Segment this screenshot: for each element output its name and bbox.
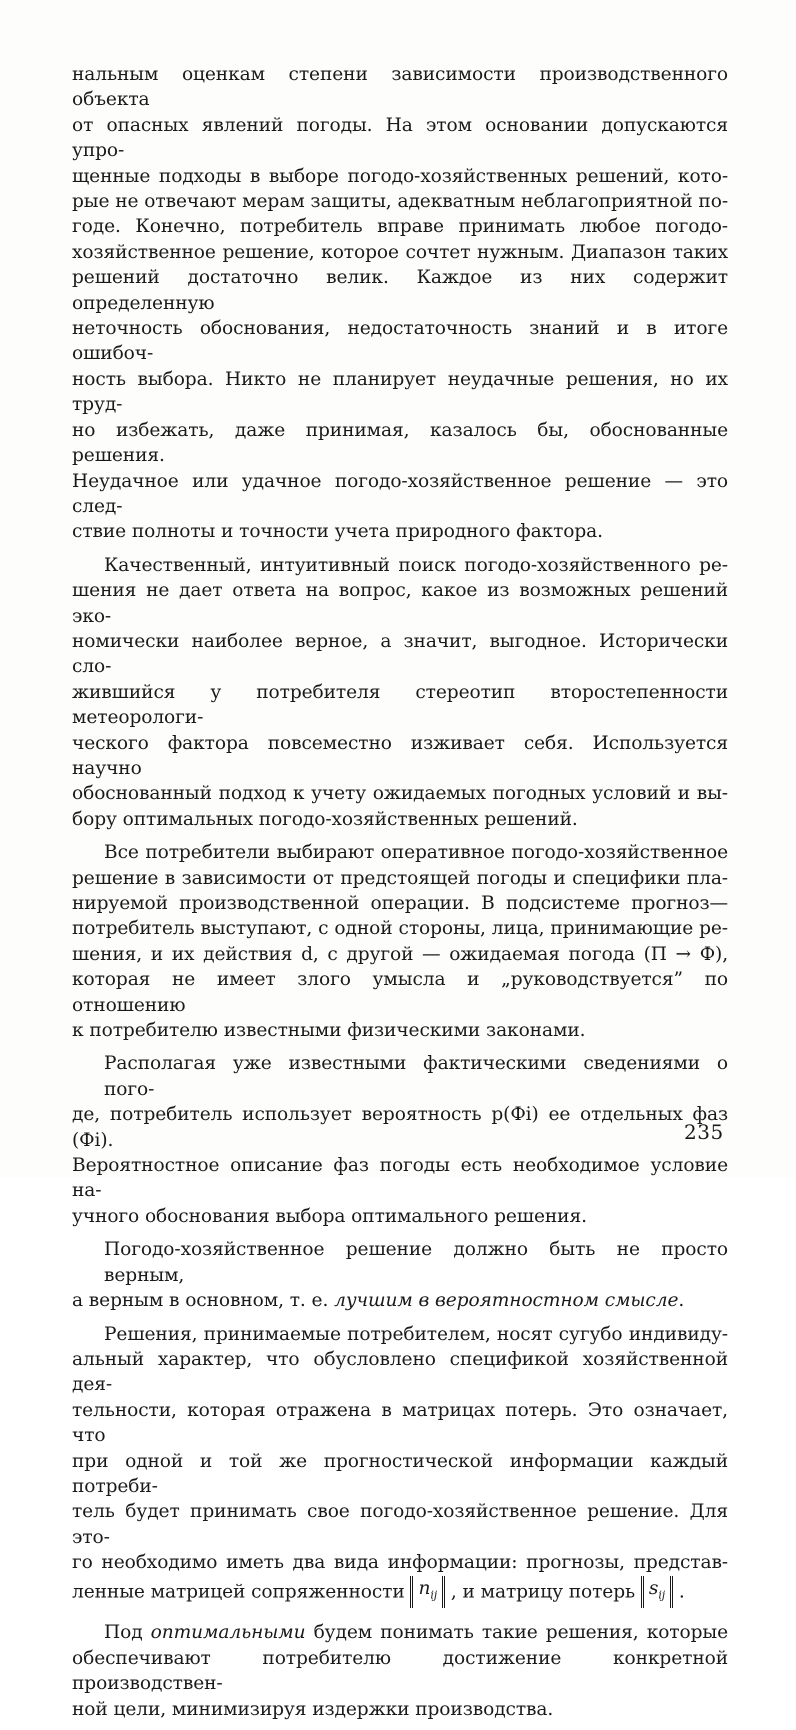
text-line: шения, и их действия d, с другой — ожидаемая погода (П → Ф), bbox=[72, 943, 728, 965]
text-line: обеспечивают потребителю достижение конкретной производствен- bbox=[72, 1647, 728, 1695]
matrix-base: n bbox=[418, 1577, 431, 1599]
paragraph-1 bbox=[72, 62, 728, 545]
italic-phrase: лучшим в вероятностном смысле bbox=[334, 1290, 679, 1312]
text-line: но избежать, даже принимая, казалось бы, обоснованные решения. bbox=[72, 419, 728, 467]
body-text bbox=[72, 62, 728, 1730]
matrix-subscript: ij bbox=[658, 1588, 666, 1602]
text-fragment: ленные матрицей сопряженности bbox=[72, 1580, 411, 1602]
text-fragment: будем понимать такие решения, которые bbox=[305, 1622, 728, 1644]
text-line: ческого фактора повсеместно изживает себя. Используется научно bbox=[72, 732, 728, 779]
text-line: Вероятностное описание фаз погоды есть необходимое условие на- bbox=[72, 1155, 728, 1202]
paragraph-6 bbox=[72, 1322, 728, 1609]
text-line: ность выбора. Никто не планирует неудачные решения, но их труд- bbox=[72, 368, 728, 416]
text-line: учного обоснования выбора оптимального решения. bbox=[72, 1205, 587, 1227]
paragraph-7 bbox=[72, 1620, 728, 1722]
text-line: ной цели, минимизируя издержки производства. bbox=[72, 1698, 554, 1720]
text-line: Качественный, интуитивный поиск погодо-хозяйственного ре- bbox=[104, 554, 728, 576]
text-line: потребитель выступают, с одной стороны, лица, принимающие ре- bbox=[72, 918, 728, 940]
text-line: тельности, которая отражена в матрицах потерь. Это означает, что bbox=[72, 1399, 728, 1447]
paragraph-2 bbox=[72, 553, 728, 832]
text-line: шения не дает ответа на вопрос, какое из возможных решений эко- bbox=[72, 580, 728, 627]
text-line: Решения, принимаемые потребителем, носят сугубо индивиду- bbox=[104, 1323, 728, 1345]
text-line: от опасных явлений погоды. На этом основании допускаются упро- bbox=[72, 114, 728, 162]
text-line: щенные подходы в выборе погодо-хозяйственных решений, кото- bbox=[72, 165, 728, 187]
paragraph-4 bbox=[72, 1051, 728, 1229]
text-fragment: . bbox=[673, 1580, 685, 1602]
text-line bbox=[72, 1288, 728, 1313]
text-line: Неудачное или удачное погодо-хозяйственное решение — это след- bbox=[72, 470, 728, 517]
text-line: ствие полноты и точности учета природного фактора. bbox=[72, 521, 603, 543]
paragraph-5 bbox=[72, 1237, 728, 1313]
text-line: Все потребители выбирают оперативное погодо-хозяйственное bbox=[104, 842, 728, 864]
text-line: тель будет принимать свое погодо-хозяйственное решение. Для это- bbox=[72, 1501, 728, 1548]
text-line: решений достаточно велик. Каждое из них содержит определенную bbox=[72, 267, 728, 314]
text-line: рые не отвечают мерам защиты, адекватным неблагоприятной по- bbox=[72, 191, 728, 213]
text-line: альный характер, что обусловлено спецификой хозяйственной дея- bbox=[72, 1348, 728, 1396]
text-line bbox=[72, 1576, 728, 1609]
text-line: нируемой производственной операции. В подсистеме прогноз— bbox=[72, 893, 728, 914]
text-fragment: а верным в основном, т. е. bbox=[72, 1290, 335, 1312]
text-line: Располагая уже известными фактическими сведениями о пого- bbox=[104, 1053, 728, 1100]
text-line: неточность обоснования, недостаточность знаний и в итоге ошибоч- bbox=[72, 318, 728, 365]
text-fragment: , и матрицу потерь bbox=[445, 1580, 641, 1602]
matrix-subscript: ij bbox=[430, 1588, 438, 1602]
text-line: де, потребитель использует вероятность p(Фi) ее отдельных фаз (Фi). bbox=[72, 1104, 728, 1151]
text-line: Погодо-хозяйственное решение должно быть не просто верным, bbox=[104, 1239, 728, 1286]
loss-matrix-symbol bbox=[641, 1576, 673, 1609]
text-line: годе. Конечно, потребитель вправе принимать любое погодо- bbox=[72, 216, 728, 238]
text-line: го необходимо иметь два вида информации: прогнозы, представ- bbox=[72, 1552, 728, 1574]
page-number: 235 bbox=[684, 1120, 724, 1144]
text-line: которая не имеет злого умысла и „руководствуется” по отношению bbox=[72, 969, 728, 1016]
text-line: номически наиболее верное, а значит, выгодное. Исторически сло- bbox=[72, 630, 728, 678]
matrix-base: s bbox=[648, 1577, 659, 1599]
text-line: обоснованный подход к учету ожидаемых погодных условий и вы- bbox=[72, 783, 728, 805]
text-line: хозяйственное решение, которое сочтет нужным. Диапазон таких bbox=[72, 241, 728, 263]
text-line: бору оптимальных погодо-хозяйственных решений. bbox=[72, 808, 578, 830]
contingency-matrix-symbol bbox=[410, 1576, 445, 1609]
paragraph-3 bbox=[72, 840, 728, 1043]
text-line: нальным оценкам степени зависимости производственного объекта bbox=[72, 64, 728, 111]
text-line bbox=[72, 1620, 728, 1645]
text-line: жившийся у потребителя стереотип второстепенности метеорологи- bbox=[72, 681, 728, 729]
text-fragment: . bbox=[678, 1290, 685, 1312]
text-line: решение в зависимости от предстоящей погоды и специфики пла- bbox=[72, 867, 728, 889]
text-fragment: Под bbox=[104, 1622, 151, 1644]
text-line: при одной и той же прогностической информации каждый потреби- bbox=[72, 1450, 728, 1497]
text-line: к потребителю известными физическими законами. bbox=[72, 1020, 586, 1042]
italic-term: оптимальными bbox=[150, 1622, 306, 1644]
